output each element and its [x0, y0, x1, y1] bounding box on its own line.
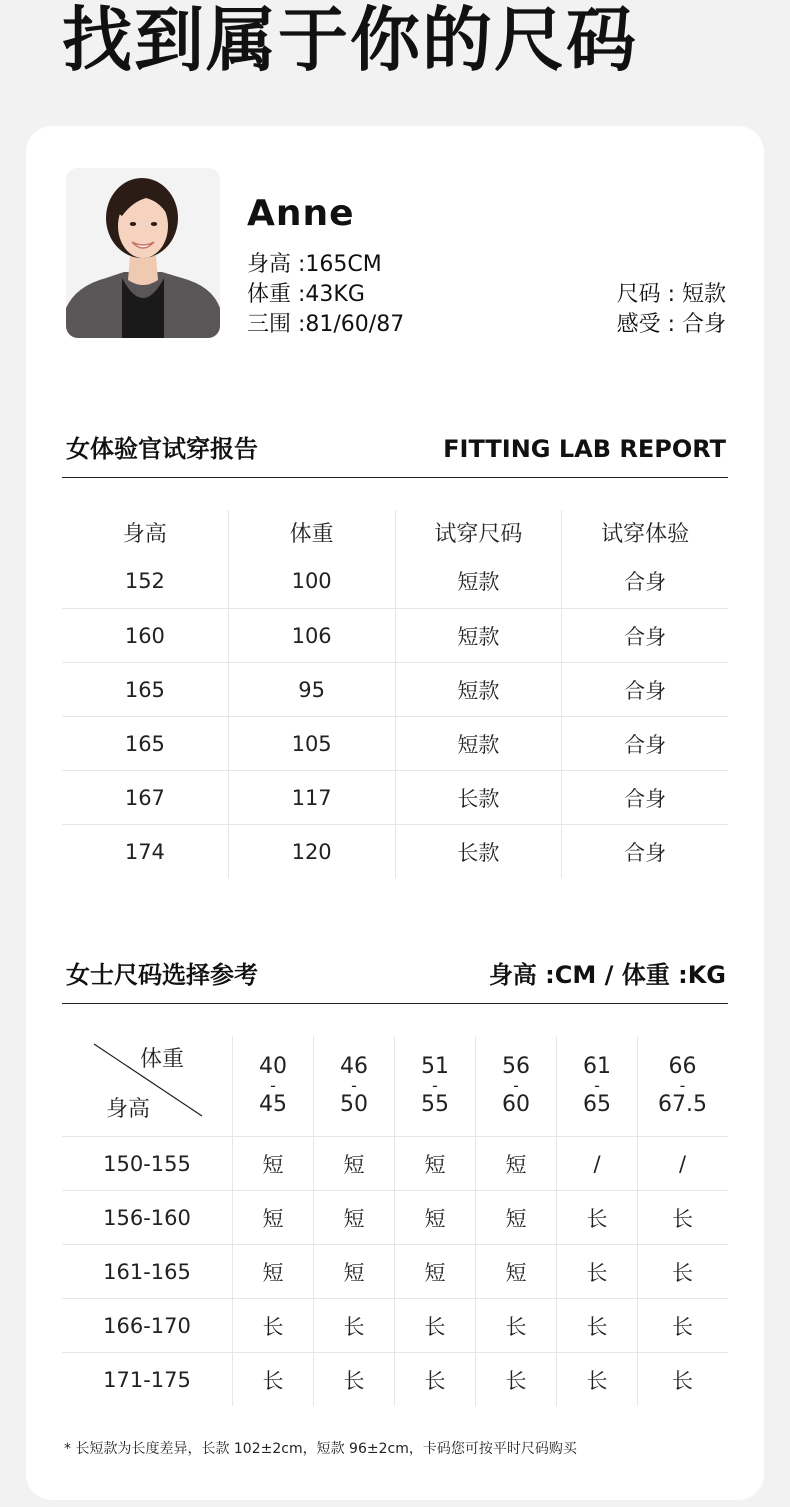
size-cell: 长 [637, 1353, 727, 1406]
size-cell: 短 [232, 1137, 313, 1190]
fitting-cell: 长款 [395, 771, 562, 824]
fitting-cell: 合身 [561, 554, 728, 608]
size-cell: 长 [232, 1353, 313, 1406]
weight-range-dash: - [594, 1076, 600, 1095]
weight-range-from: 66 [668, 1054, 697, 1079]
weight-range-from: 56 [502, 1054, 530, 1079]
size-table-corner [62, 1036, 232, 1136]
size-cell: 长 [556, 1245, 637, 1298]
weight-range-to: 65 [583, 1092, 611, 1117]
weight-range-to: 60 [502, 1092, 530, 1117]
fitting-cell: 160 [124, 623, 165, 648]
table-row [62, 824, 728, 878]
fitting-cell: 合身 [561, 717, 728, 770]
size-footnote: * 长短款为长度差异，长款 102±2cm，短款 96±2cm，卡码您可按平时尺码购买 [64, 1441, 577, 1457]
weight-range-dash: - [270, 1076, 276, 1095]
weight-range-header [232, 1036, 313, 1136]
weight-range-header [475, 1036, 556, 1136]
fitting-cell: 合身 [561, 609, 728, 662]
weight-range-dash: - [513, 1076, 519, 1095]
table-row [62, 1352, 728, 1406]
size-cell: 长 [475, 1353, 556, 1406]
height-range-label: 156-160 [103, 1205, 191, 1230]
height-range-label: 161-165 [103, 1259, 191, 1284]
table-row [62, 1298, 728, 1352]
size-cell: 长 [556, 1191, 637, 1244]
weight-range-to: 67.5 [658, 1092, 707, 1117]
height-range-label: 166-170 [103, 1313, 191, 1338]
weight-range-to: 50 [340, 1092, 368, 1117]
size-cell: 长 [394, 1353, 475, 1406]
fitting-cell: 长款 [395, 825, 562, 878]
fitting-header-size: 试穿尺码 [395, 510, 562, 554]
model-name: Anne [247, 193, 355, 234]
size-cell: 长 [232, 1299, 313, 1352]
model-height: 身高 :165CM [247, 252, 382, 277]
fitting-header-height: 身高 [122, 521, 167, 547]
model-measurements: 三围 :81/60/87 [247, 312, 405, 337]
size-cell: 长 [637, 1191, 727, 1244]
height-range-label: 150-155 [103, 1151, 191, 1176]
fitting-header-weight: 体重 [228, 510, 395, 554]
fitting-cell: 165 [124, 731, 165, 756]
size-cell: 长 [556, 1353, 637, 1406]
weight-range-to: 55 [421, 1092, 449, 1117]
table-row [62, 716, 728, 770]
table-row [62, 608, 728, 662]
size-guide-title: 女士尺码选择参考 [66, 961, 258, 989]
table-row [62, 662, 728, 716]
size-cell: 短 [475, 1245, 556, 1298]
fitting-cell: 合身 [561, 771, 728, 824]
size-guide-units: 身高 :CM / 体重 :KG [488, 961, 726, 989]
fitting-cell: 95 [228, 663, 395, 716]
fitting-cell: 合身 [561, 825, 728, 878]
fitting-table-header-row [62, 510, 728, 554]
weight-range-from: 40 [259, 1054, 287, 1079]
model-weight: 体重 :43KG [247, 282, 365, 307]
fitting-cell: 短款 [395, 554, 562, 608]
size-cell: 长 [637, 1245, 727, 1298]
size-cell: 短 [475, 1137, 556, 1190]
fitting-cell: 106 [228, 609, 395, 662]
weight-range-header [556, 1036, 637, 1136]
size-cell: 短 [232, 1191, 313, 1244]
fitting-cell: 100 [228, 554, 395, 608]
fitting-cell: 短款 [395, 663, 562, 716]
model-stats [247, 250, 404, 340]
size-table-header-row [62, 1036, 728, 1136]
fitting-report-table [62, 510, 728, 878]
size-cell: 短 [475, 1191, 556, 1244]
size-cell: / [637, 1137, 727, 1190]
fitting-cell: 167 [124, 785, 165, 810]
size-card [26, 126, 764, 1500]
fitting-cell: 短款 [395, 717, 562, 770]
model-photo-illustration [66, 168, 220, 338]
weight-range-from: 46 [340, 1054, 368, 1079]
corner-height-label: 身高 [106, 1097, 151, 1122]
fitting-report-title-en: FITTING LAB REPORT [443, 435, 726, 463]
size-cell: 短 [313, 1137, 394, 1190]
fitting-cell: 120 [228, 825, 395, 878]
table-row [62, 1244, 728, 1298]
weight-range-to: 45 [259, 1092, 287, 1117]
size-cell: 长 [556, 1299, 637, 1352]
fitting-cell: 152 [124, 569, 165, 593]
weight-range-header [313, 1036, 394, 1136]
weight-range-header [394, 1036, 475, 1136]
table-row [62, 770, 728, 824]
size-cell: / [556, 1137, 637, 1190]
weight-range-from: 51 [421, 1054, 449, 1079]
model-feel: 感受 : 合身 [616, 312, 726, 337]
weight-range-header [637, 1036, 727, 1136]
size-cell: 短 [313, 1245, 394, 1298]
height-range-label: 171-175 [103, 1367, 191, 1392]
model-photo [66, 168, 220, 338]
size-cell: 短 [394, 1137, 475, 1190]
weight-range-dash: - [432, 1076, 438, 1095]
weight-range-dash: - [351, 1076, 357, 1095]
fitting-cell: 短款 [395, 609, 562, 662]
table-row [62, 1190, 728, 1244]
weight-range-from: 61 [583, 1054, 611, 1079]
fitting-report-header [62, 428, 728, 478]
size-cell: 长 [313, 1353, 394, 1406]
size-cell: 长 [313, 1299, 394, 1352]
model-fit [617, 280, 726, 340]
size-cell: 短 [313, 1191, 394, 1244]
size-cell: 短 [232, 1245, 313, 1298]
table-row [62, 1136, 728, 1190]
size-guide-table [62, 1036, 728, 1406]
size-cell: 长 [475, 1299, 556, 1352]
size-cell: 短 [394, 1191, 475, 1244]
model-size: 尺码 : 短款 [616, 282, 726, 307]
page-title: 找到属于你的尺码 [62, 0, 638, 81]
fitting-report-title: 女体验官试穿报告 [66, 435, 258, 463]
table-row [62, 554, 728, 608]
fitting-header-experience: 试穿体验 [561, 510, 728, 554]
weight-range-dash: - [679, 1076, 686, 1095]
fitting-cell: 105 [228, 717, 395, 770]
corner-weight-label: 体重 [140, 1047, 185, 1072]
size-cell: 长 [394, 1299, 475, 1352]
size-cell: 短 [394, 1245, 475, 1298]
fitting-cell: 117 [228, 771, 395, 824]
fitting-cell: 合身 [561, 663, 728, 716]
fitting-cell: 174 [124, 839, 165, 864]
size-guide-header [62, 954, 728, 1004]
size-cell: 长 [637, 1299, 727, 1352]
fitting-cell: 165 [124, 677, 165, 702]
